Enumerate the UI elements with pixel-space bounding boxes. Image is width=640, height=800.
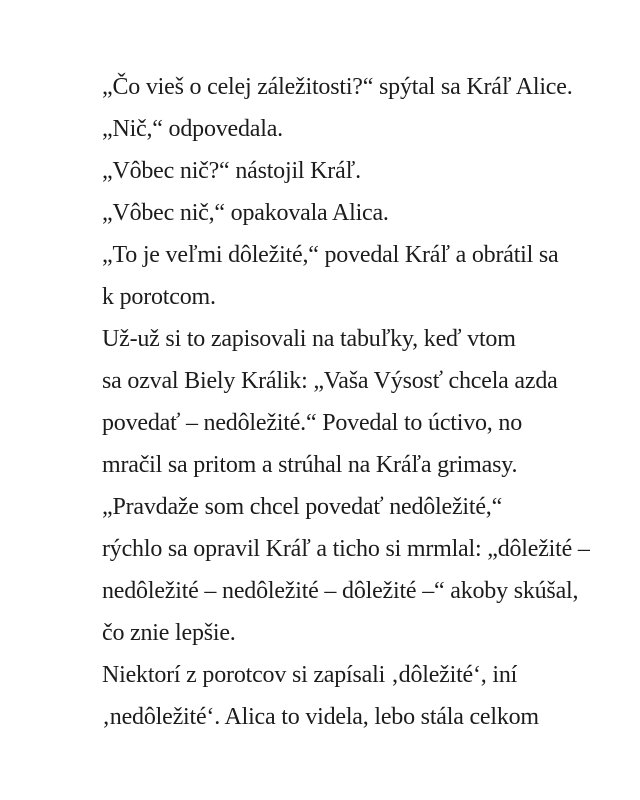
text-line: sa ozval Biely Králik: „Vaša Výsosť chcela azda: [102, 368, 558, 394]
text-line: k porotcom.: [102, 284, 216, 310]
text-line: povedať – nedôležité.“ Povedal to úctivo, no: [102, 410, 523, 436]
text-line: rýchlo sa opravil Kráľ a ticho si mrmlal: „dôležité –: [102, 536, 590, 562]
text-line: Niektorí z porotcov si zapísali ‚dôležité‘, iní: [102, 662, 518, 688]
paragraph: [72, 234, 582, 318]
text-line: mračil sa pritom a strúhal na Kráľa grimasy.: [102, 452, 518, 478]
paragraph: [72, 318, 582, 486]
text-line: „Čo vieš o celej záležitosti?“ spýtal sa Kráľ Alice.: [102, 74, 573, 100]
paragraph: [72, 486, 590, 654]
text-line: „Pravdaže som chcel povedať nedôležité,“: [102, 494, 503, 520]
paragraph: [72, 192, 582, 234]
paragraph: [72, 654, 582, 738]
text-line: ‚nedôležité‘. Alica to videla, lebo stála celkom: [102, 704, 539, 730]
paragraph: [72, 66, 582, 108]
text-line: Už-už si to zapisovali na tabuľky, keď vtom: [102, 326, 516, 352]
paragraph: [72, 108, 582, 150]
text-column: [72, 66, 590, 738]
text-line: „To je veľmi dôležité,“ povedal Kráľ a obrátil sa: [102, 242, 559, 268]
text-line: čo znie lepšie.: [102, 620, 236, 646]
text-line: nedôležité – nedôležité – dôležité –“ akoby skúšal,: [102, 578, 579, 604]
paragraph: [72, 150, 582, 192]
text-line: „Nič,“ odpovedala.: [102, 116, 283, 142]
text-line: „Vôbec nič,“ opakovala Alica.: [102, 200, 389, 226]
text-line: „Vôbec nič?“ nástojil Kráľ.: [102, 158, 361, 184]
